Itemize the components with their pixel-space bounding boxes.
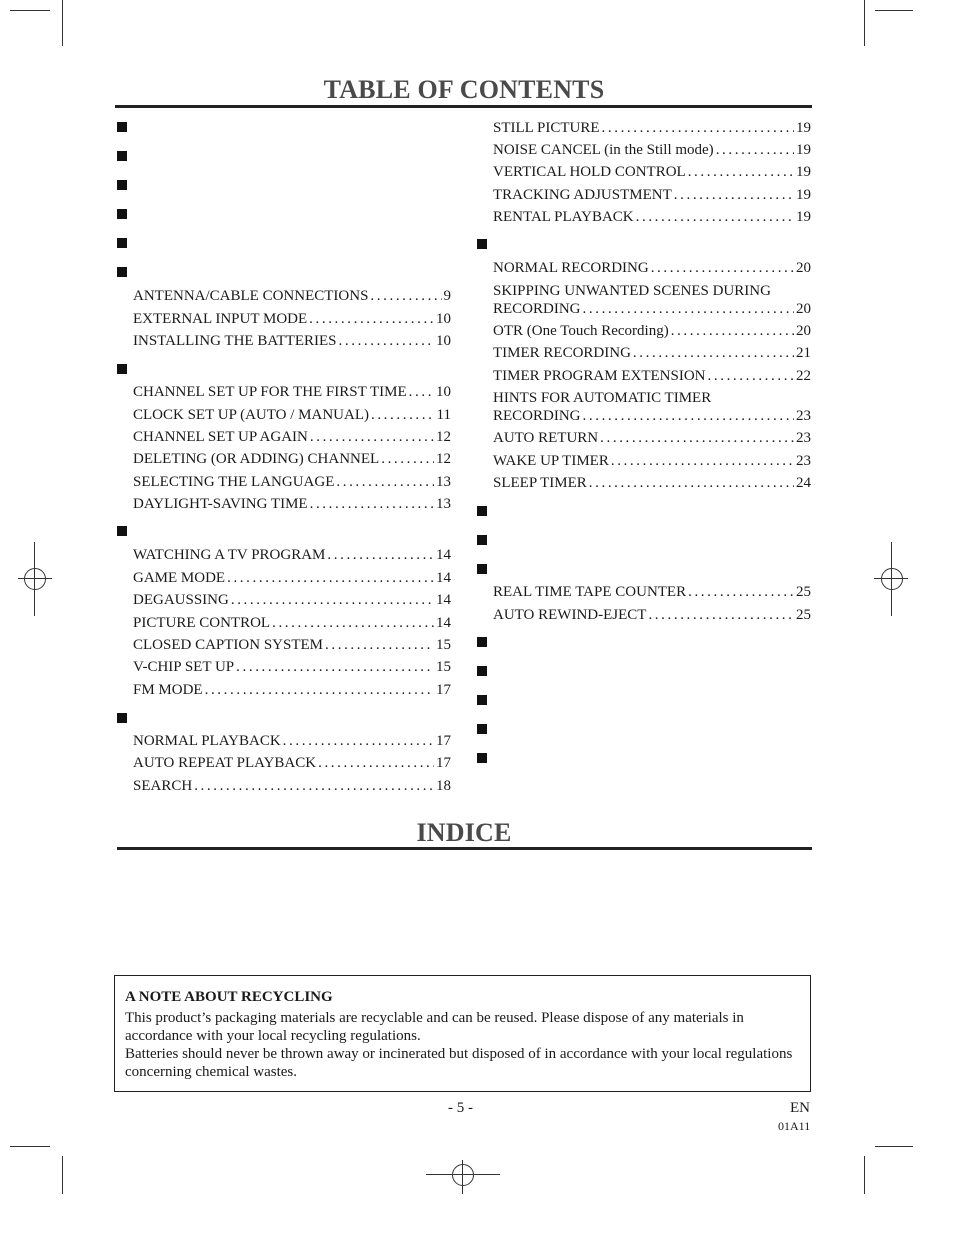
leader-dots bbox=[310, 428, 434, 446]
toc-title-rule bbox=[115, 105, 812, 108]
leader-dots bbox=[205, 681, 434, 699]
section-bullet bbox=[477, 535, 487, 545]
section-bullet bbox=[117, 151, 127, 161]
crop-mark bbox=[10, 10, 50, 11]
section-bullet bbox=[477, 666, 487, 676]
leader-dots bbox=[272, 614, 434, 632]
section-bullet bbox=[477, 637, 487, 647]
toc-entry-page: 17 bbox=[436, 755, 451, 771]
indice-title-rule bbox=[117, 847, 812, 850]
toc-entry-page: 12 bbox=[436, 429, 451, 445]
leader-dots bbox=[194, 777, 434, 795]
toc-entry-page: 10 bbox=[436, 333, 451, 349]
toc-entry-label: SKIPPING UNWANTED SCENES DURING bbox=[493, 283, 771, 299]
toc-entry-label: OTR (One Touch Recording) bbox=[493, 323, 669, 339]
toc-entry[interactable] bbox=[493, 259, 811, 277]
toc-entry-label: RENTAL PLAYBACK bbox=[493, 209, 634, 225]
section-bullet bbox=[117, 122, 127, 132]
leader-dots bbox=[708, 367, 794, 385]
toc-entry-page: 19 bbox=[796, 164, 811, 180]
toc-entry-page: 14 bbox=[436, 592, 451, 608]
section-bullet bbox=[477, 564, 487, 574]
toc-entry-label: NORMAL RECORDING bbox=[493, 260, 649, 276]
toc-entry-page: 9 bbox=[443, 288, 451, 304]
toc-entry-page: 19 bbox=[796, 120, 811, 136]
toc-entry-page: 23 bbox=[796, 453, 811, 469]
leader-dots bbox=[227, 569, 434, 587]
registration-circle bbox=[881, 568, 903, 590]
toc-entry-label: SELECTING THE LANGUAGE bbox=[133, 474, 335, 490]
indice-title: INDICE bbox=[416, 818, 512, 847]
leader-dots bbox=[716, 141, 794, 159]
crop-mark bbox=[875, 1146, 913, 1147]
toc-entry-label: V-CHIP SET UP bbox=[133, 659, 235, 675]
toc-entry[interactable] bbox=[133, 450, 451, 468]
toc-entry[interactable] bbox=[493, 186, 811, 204]
toc-entry[interactable] bbox=[493, 344, 811, 362]
leader-dots bbox=[611, 452, 794, 470]
toc-entry-page: 11 bbox=[436, 407, 451, 423]
toc-entry-label: GAME MODE bbox=[133, 570, 226, 586]
toc-entry-label: DEGAUSSING bbox=[133, 592, 229, 608]
leader-dots bbox=[336, 473, 434, 491]
toc-entry-page: 12 bbox=[436, 451, 451, 467]
section-bullet bbox=[117, 209, 127, 219]
toc-entry-label: VERTICAL HOLD CONTROL bbox=[493, 164, 686, 180]
toc-entry-page: 13 bbox=[436, 496, 451, 512]
toc-entry[interactable] bbox=[133, 546, 451, 564]
toc-entry-label: INSTALLING THE BATTERIES bbox=[133, 333, 337, 349]
toc-entry-label: EXTERNAL INPUT MODE bbox=[133, 311, 308, 327]
leader-dots bbox=[583, 300, 794, 318]
leader-dots bbox=[651, 259, 794, 277]
toc-entry-page: 23 bbox=[796, 430, 811, 446]
crop-mark bbox=[62, 0, 63, 46]
leader-dots bbox=[370, 287, 441, 305]
leader-dots bbox=[688, 583, 794, 601]
toc-entry[interactable] bbox=[133, 732, 451, 750]
toc-entry[interactable] bbox=[493, 452, 811, 470]
leader-dots bbox=[283, 732, 434, 750]
section-bullet bbox=[477, 506, 487, 516]
toc-entry[interactable] bbox=[133, 473, 451, 491]
toc-entry-page: 13 bbox=[436, 474, 451, 490]
leader-dots bbox=[381, 450, 434, 468]
toc-entry[interactable] bbox=[133, 754, 451, 772]
toc-entry[interactable] bbox=[493, 322, 811, 340]
leader-dots bbox=[309, 310, 434, 328]
registration-circle bbox=[24, 568, 46, 590]
leader-dots bbox=[236, 658, 434, 676]
recycling-note-paragraph: Batteries should never be thrown away or incinerated but disposed of in accordance with your local regulations concerning chemical wastes. bbox=[125, 1046, 793, 1080]
toc-entry-label: SLEEP TIMER bbox=[493, 475, 587, 491]
toc-entry[interactable] bbox=[493, 474, 811, 492]
leader-dots bbox=[327, 546, 434, 564]
section-bullet bbox=[117, 238, 127, 248]
leader-dots bbox=[600, 429, 794, 447]
leader-dots bbox=[589, 474, 794, 492]
crop-mark bbox=[10, 1146, 50, 1147]
registration-circle bbox=[452, 1164, 474, 1186]
section-bullet bbox=[117, 526, 127, 536]
toc-entry[interactable] bbox=[133, 383, 451, 401]
section-bullet bbox=[477, 695, 487, 705]
toc-entry[interactable] bbox=[133, 569, 451, 587]
toc-entry-page: 18 bbox=[436, 778, 451, 794]
language-code: EN bbox=[790, 1100, 810, 1116]
toc-title: TABLE OF CONTENTS bbox=[323, 75, 605, 104]
leader-dots bbox=[409, 383, 434, 401]
toc-entry-label: ANTENNA/CABLE CONNECTIONS bbox=[133, 288, 369, 304]
recycling-note-paragraph: This product’s packaging materials are recyclable and can be reused. Please dispose of any materials in accordance with your local recycling regulations. bbox=[125, 1010, 744, 1044]
toc-entry[interactable] bbox=[493, 389, 811, 425]
toc-entry-page: 14 bbox=[436, 615, 451, 631]
section-bullet bbox=[477, 239, 487, 249]
toc-entry-label: TIMER RECORDING bbox=[493, 345, 631, 361]
toc-entry[interactable] bbox=[133, 332, 451, 350]
toc-entry[interactable] bbox=[133, 287, 451, 305]
toc-entry-page: 10 bbox=[436, 384, 451, 400]
toc-entry-page: 19 bbox=[796, 187, 811, 203]
section-bullet bbox=[477, 724, 487, 734]
section-bullet bbox=[117, 713, 127, 723]
toc-entry-label-continued: RECORDING bbox=[493, 301, 581, 317]
toc-entry[interactable] bbox=[133, 658, 451, 676]
leader-dots bbox=[231, 591, 434, 609]
leader-dots bbox=[648, 606, 794, 624]
toc-entry[interactable] bbox=[493, 119, 811, 137]
toc-entry-label: TIMER PROGRAM EXTENSION bbox=[493, 368, 706, 384]
toc-entry[interactable] bbox=[133, 614, 451, 632]
crop-mark bbox=[864, 0, 865, 46]
toc-entry[interactable] bbox=[493, 163, 811, 181]
toc-entry-page: 20 bbox=[796, 323, 811, 339]
toc-entry-page: 17 bbox=[436, 733, 451, 749]
toc-entry[interactable] bbox=[493, 367, 811, 385]
toc-entry-page: 22 bbox=[796, 368, 811, 384]
toc-entry-page: 19 bbox=[796, 209, 811, 225]
toc-entry[interactable] bbox=[133, 310, 451, 328]
toc-entry-label: NORMAL PLAYBACK bbox=[133, 733, 281, 749]
crop-mark bbox=[62, 1156, 63, 1194]
toc-entry[interactable] bbox=[493, 606, 811, 624]
toc-entry-label: HINTS FOR AUTOMATIC TIMER bbox=[493, 390, 712, 406]
section-bullet bbox=[117, 267, 127, 277]
toc-entry-label: NOISE CANCEL (in the Still mode) bbox=[493, 142, 714, 158]
leader-dots bbox=[602, 119, 794, 137]
section-bullet bbox=[477, 753, 487, 763]
toc-entry-page: 15 bbox=[436, 659, 451, 675]
toc-entry[interactable] bbox=[133, 591, 451, 609]
toc-entry[interactable] bbox=[133, 681, 451, 699]
toc-entry-label: PICTURE CONTROL bbox=[133, 615, 271, 631]
toc-entry-label: AUTO RETURN bbox=[493, 430, 599, 446]
leader-dots bbox=[310, 495, 434, 513]
leader-dots bbox=[674, 186, 794, 204]
toc-entry-page: 10 bbox=[436, 311, 451, 327]
leader-dots bbox=[671, 322, 794, 340]
toc-entry[interactable] bbox=[493, 583, 811, 601]
toc-entry-label: REAL TIME TAPE COUNTER bbox=[493, 584, 687, 600]
crop-mark bbox=[864, 1156, 865, 1194]
toc-entry-page: 17 bbox=[436, 682, 451, 698]
toc-entry-page: 24 bbox=[796, 475, 811, 491]
toc-entry-page: 25 bbox=[796, 584, 811, 600]
toc-entry-label: WAKE UP TIMER bbox=[493, 453, 609, 469]
section-bullet bbox=[117, 180, 127, 190]
toc-entry[interactable] bbox=[133, 777, 451, 795]
toc-entry-page: 15 bbox=[436, 637, 451, 653]
toc-entry[interactable] bbox=[493, 208, 811, 226]
section-bullet bbox=[117, 364, 127, 374]
toc-entry-page: 14 bbox=[436, 570, 451, 586]
leader-dots bbox=[371, 406, 435, 424]
toc-entry-label-continued: RECORDING bbox=[493, 408, 581, 424]
document-code: 01A11 bbox=[778, 1119, 811, 1133]
leader-dots bbox=[325, 636, 434, 654]
toc-entry-label: CLOSED CAPTION SYSTEM bbox=[133, 637, 324, 653]
toc-entry-label: DELETING (OR ADDING) CHANNEL bbox=[133, 451, 380, 467]
leader-dots bbox=[688, 163, 794, 181]
toc-entry-label: DAYLIGHT-SAVING TIME bbox=[133, 496, 308, 512]
toc-entry-label: SEARCH bbox=[133, 778, 193, 794]
page-number: - 5 - bbox=[448, 1100, 473, 1116]
toc-entry-label: CHANNEL SET UP FOR THE FIRST TIME bbox=[133, 384, 407, 400]
toc-entry-label: CLOCK SET UP (AUTO / MANUAL) bbox=[133, 407, 369, 423]
leader-dots bbox=[633, 344, 794, 362]
toc-entry-page: 20 bbox=[796, 260, 811, 276]
leader-dots bbox=[636, 208, 794, 226]
toc-entry-page: 14 bbox=[436, 547, 451, 563]
toc-entry[interactable] bbox=[133, 428, 451, 446]
toc-entry-label: STILL PICTURE bbox=[493, 120, 600, 136]
toc-entry-page: 23 bbox=[796, 408, 811, 424]
toc-entry-label: AUTO REPEAT PLAYBACK bbox=[133, 755, 317, 771]
toc-entry[interactable] bbox=[493, 429, 811, 447]
toc-entry[interactable] bbox=[493, 141, 811, 159]
toc-entry-page: 25 bbox=[796, 607, 811, 623]
toc-entry-page: 20 bbox=[796, 301, 811, 317]
leader-dots bbox=[339, 332, 434, 350]
toc-entry-label: FM MODE bbox=[133, 682, 203, 698]
toc-entry[interactable] bbox=[493, 282, 811, 318]
toc-entry[interactable] bbox=[133, 495, 451, 513]
toc-entry-label: TRACKING ADJUSTMENT bbox=[493, 187, 672, 203]
recycling-note bbox=[114, 975, 811, 1092]
toc-entry[interactable] bbox=[133, 636, 451, 654]
toc-entry-label: CHANNEL SET UP AGAIN bbox=[133, 429, 308, 445]
toc-entry-page: 21 bbox=[796, 345, 811, 361]
leader-dots bbox=[318, 754, 434, 772]
toc-entry-label: AUTO REWIND-EJECT bbox=[493, 607, 647, 623]
toc-entry-page: 19 bbox=[796, 142, 811, 158]
leader-dots bbox=[583, 407, 794, 425]
toc-entry-label: WATCHING A TV PROGRAM bbox=[133, 547, 326, 563]
crop-mark bbox=[875, 10, 913, 11]
toc-entry[interactable] bbox=[133, 406, 451, 424]
recycling-note-title: A NOTE ABOUT RECYCLING bbox=[125, 989, 333, 1005]
